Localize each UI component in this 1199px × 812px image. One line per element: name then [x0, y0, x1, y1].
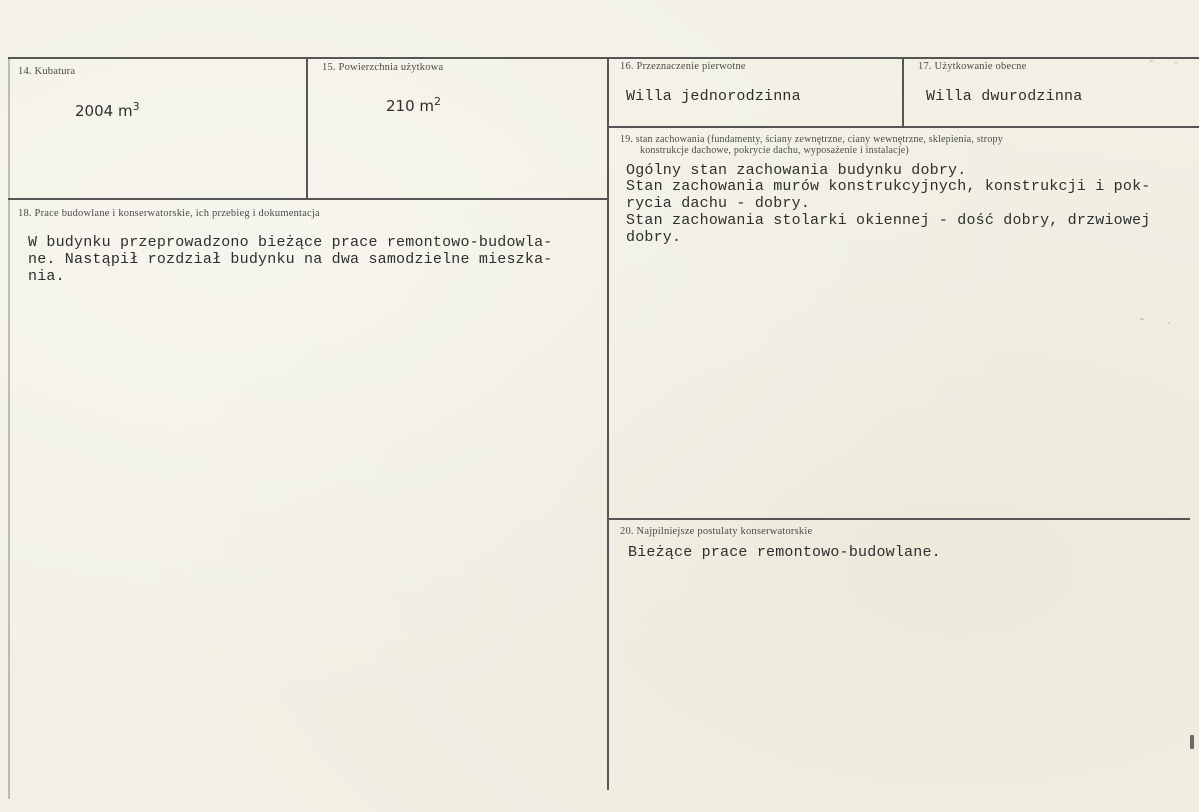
field-19-label-line-2: konstrukcje dachowe, pokrycie dachu, wyposażenie i instalacje): [640, 145, 909, 156]
usable-area-value: 210 m: [386, 97, 435, 115]
field-18-label: 18. Prace budowlane i konserwatorskie, ich przebieg i dokumentacja: [18, 208, 320, 219]
field-20-value: Bieżące prace remontowo-budowlane.: [628, 544, 941, 561]
scan-speck: [1190, 735, 1194, 749]
field-19-line: rycia dachu - dobry.: [626, 195, 811, 212]
field-19-line: Stan zachowania stolarki okiennej - dość dobry, drzwiowej: [626, 212, 1151, 229]
field-20-label: 20. Najpilniejsze postulaty konserwatorskie: [620, 526, 813, 537]
cubature-value: 2004 m: [75, 102, 133, 120]
field-18-line: W budynku przeprowadzono bieżące prace remontowo-budowla-: [28, 234, 553, 251]
scan-speck: [1140, 318, 1144, 320]
divider-14-15: [306, 57, 308, 199]
field-18-line: nia.: [28, 268, 65, 285]
scan-speck: [1168, 322, 1170, 324]
field-19-line: dobry.: [626, 229, 682, 246]
field-17-value: Willa dwurodzinna: [926, 88, 1083, 105]
scan-speck: [1175, 62, 1177, 64]
field-16-value: Willa jednorodzinna: [626, 88, 801, 105]
field-16-label: 16. Przeznaczenie pierwotne: [620, 61, 746, 72]
field-15-label: 15. Powierzchnia użytkowa: [322, 62, 444, 73]
field-19-label-line-1: 19. stan zachowania (fundamenty, ściany zewnętrzne, ciany wewnętrzne, sklepienia, stropy: [620, 134, 1003, 145]
field-18-line: ne. Nastąpił rozdział budynku na dwa samodzielne mieszka-: [28, 251, 553, 268]
cubature-unit-exponent: 3: [132, 100, 140, 113]
scan-speck: [1150, 60, 1153, 62]
field-19-line: Stan zachowania murów konstrukcyjnych, konstrukcji i pok-: [626, 178, 1151, 195]
rule-above-20: [608, 518, 1190, 520]
top-rule: [8, 57, 1199, 59]
field-15-value: [386, 97, 441, 115]
left-margin-rule: [8, 57, 10, 799]
field-14-label: 14. Kubatura: [18, 66, 76, 77]
usable-area-unit-exponent: 2: [434, 95, 442, 108]
field-19-line: Ogólny stan zachowania budynku dobry.: [626, 162, 967, 179]
rule-under-14-15: [8, 198, 608, 200]
field-14-value: [75, 102, 140, 120]
divider-16-17: [902, 57, 904, 127]
main-column-divider: [607, 57, 609, 790]
field-17-label: 17. Użytkowanie obecne: [918, 61, 1027, 72]
